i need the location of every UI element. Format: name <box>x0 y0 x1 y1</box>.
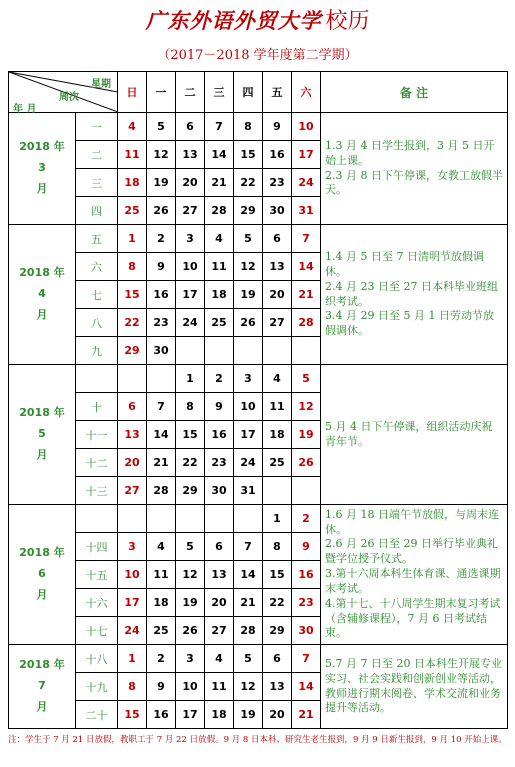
week-number-cell: 十六 <box>76 589 118 617</box>
day-cell: 12 <box>234 253 263 281</box>
month-cell <box>9 505 76 645</box>
day-cell: 18 <box>205 281 234 309</box>
day-cell: 18 <box>147 589 176 617</box>
day-cell: 11 <box>118 141 147 169</box>
week-row <box>9 113 508 141</box>
day-cell: 27 <box>263 309 292 337</box>
day-cell: 31 <box>292 197 321 225</box>
day-header-sat: 六 <box>292 72 321 113</box>
day-cell <box>118 365 147 393</box>
day-cell <box>147 365 176 393</box>
month-year: 2018 年 <box>19 406 65 420</box>
day-cell: 10 <box>234 393 263 421</box>
day-cell: 18 <box>263 421 292 449</box>
day-cell: 12 <box>234 673 263 701</box>
note-item: 5.7 月 7 日至 20 日本科生开展专业实习、社会实践和创新创业等活动，教师进行期末阅卷、学术交流和业务提升等活动。 <box>325 656 502 715</box>
month-cell <box>9 113 76 225</box>
day-cell: 28 <box>234 617 263 645</box>
day-cell: 13 <box>263 673 292 701</box>
week-row <box>9 365 508 393</box>
week-number-cell <box>76 505 118 533</box>
day-cell: 16 <box>147 281 176 309</box>
day-cell: 19 <box>147 169 176 197</box>
month-unit: 月 <box>36 181 48 195</box>
day-cell <box>147 505 176 533</box>
day-cell: 14 <box>147 421 176 449</box>
note-item: 2.4 月 23 日至 27 日本科毕业班组织考试。 <box>325 279 498 308</box>
day-cell: 19 <box>176 589 205 617</box>
month-cell <box>9 365 76 505</box>
day-cell <box>176 337 205 365</box>
day-cell: 23 <box>263 169 292 197</box>
day-cell: 27 <box>176 197 205 225</box>
day-cell: 8 <box>118 253 147 281</box>
week-number-cell: 五 <box>76 225 118 253</box>
day-cell: 8 <box>234 113 263 141</box>
day-cell: 7 <box>205 113 234 141</box>
day-cell: 6 <box>263 645 292 673</box>
week-number-cell: 二 <box>76 141 118 169</box>
university-name: 广东外语外贸大学 <box>145 8 322 33</box>
day-cell: 8 <box>176 393 205 421</box>
note-item: 3.4 月 29 日至 5 月 1 日劳动节放假调休。 <box>325 309 494 338</box>
day-cell: 27 <box>118 477 147 505</box>
day-cell: 22 <box>176 449 205 477</box>
day-cell: 9 <box>147 253 176 281</box>
term-subtitle: （2017－2018 学年度第二学期） <box>157 48 358 63</box>
day-cell: 21 <box>292 281 321 309</box>
month-year: 2018 年 <box>19 140 65 154</box>
week-number-cell: 九 <box>76 337 118 365</box>
day-cell: 24 <box>176 309 205 337</box>
day-cell: 4 <box>147 533 176 561</box>
day-cell: 17 <box>118 589 147 617</box>
day-cell: 17 <box>292 141 321 169</box>
day-cell: 12 <box>147 141 176 169</box>
day-cell: 11 <box>263 393 292 421</box>
week-label: 周次 <box>59 92 79 103</box>
day-cell: 26 <box>147 197 176 225</box>
day-header-thu: 四 <box>234 72 263 113</box>
day-cell: 1 <box>176 365 205 393</box>
day-cell: 9 <box>292 533 321 561</box>
day-cell: 3 <box>176 225 205 253</box>
day-header-wed: 三 <box>205 72 234 113</box>
day-cell: 25 <box>263 449 292 477</box>
week-number-cell: 八 <box>76 309 118 337</box>
week-number-cell <box>76 365 118 393</box>
day-cell <box>234 337 263 365</box>
day-cell: 29 <box>234 197 263 225</box>
week-number-cell: 四 <box>76 197 118 225</box>
month-year: 2018 年 <box>19 658 65 672</box>
day-cell: 4 <box>263 365 292 393</box>
day-header-fri: 五 <box>263 72 292 113</box>
day-cell: 18 <box>205 701 234 729</box>
day-cell: 14 <box>234 561 263 589</box>
day-cell: 15 <box>234 141 263 169</box>
week-row <box>9 225 508 253</box>
week-number-cell: 十一 <box>76 421 118 449</box>
notes-cell <box>321 225 508 365</box>
week-number-cell: 三 <box>76 169 118 197</box>
day-cell: 14 <box>205 141 234 169</box>
day-cell: 22 <box>263 589 292 617</box>
day-cell: 23 <box>292 589 321 617</box>
day-cell: 28 <box>205 197 234 225</box>
day-cell: 25 <box>118 197 147 225</box>
day-cell: 18 <box>118 169 147 197</box>
corner-header-cell <box>9 72 118 113</box>
day-cell: 11 <box>205 673 234 701</box>
day-header-tue: 二 <box>176 72 205 113</box>
month-month: 6 <box>38 567 46 581</box>
day-cell: 5 <box>292 365 321 393</box>
day-cell: 9 <box>147 673 176 701</box>
calendar-label: 校历 <box>325 9 370 34</box>
day-cell: 14 <box>292 673 321 701</box>
month-cell <box>9 645 76 729</box>
month-month: 3 <box>38 161 46 175</box>
day-cell: 25 <box>147 617 176 645</box>
day-cell: 3 <box>118 533 147 561</box>
day-cell: 31 <box>234 477 263 505</box>
weekday-label: 星期 <box>91 79 111 90</box>
day-cell: 7 <box>292 225 321 253</box>
day-cell: 20 <box>118 449 147 477</box>
day-cell: 30 <box>147 337 176 365</box>
week-number-cell: 一 <box>76 113 118 141</box>
day-cell: 5 <box>176 533 205 561</box>
day-cell: 30 <box>205 477 234 505</box>
week-number-cell: 十三 <box>76 477 118 505</box>
month-month: 4 <box>38 287 46 301</box>
day-cell <box>176 505 205 533</box>
day-cell: 17 <box>176 281 205 309</box>
day-cell: 21 <box>147 449 176 477</box>
day-cell: 17 <box>234 421 263 449</box>
note-item: 1.3 月 4 日学生报到，3 月 5 日开始上课。 <box>325 138 495 167</box>
day-cell: 10 <box>176 673 205 701</box>
month-unit: 月 <box>36 587 48 601</box>
day-header-mon: 一 <box>147 72 176 113</box>
document-title <box>0 4 515 40</box>
note-item: 4.第十七、十八周学生期末复习考试（含辅修课程），7 月 6 日考试结束。 <box>325 596 501 640</box>
day-cell: 6 <box>176 113 205 141</box>
notes-cell <box>321 645 508 729</box>
day-cell: 7 <box>292 645 321 673</box>
day-cell: 24 <box>292 169 321 197</box>
day-cell: 13 <box>263 253 292 281</box>
week-number-cell: 七 <box>76 281 118 309</box>
week-number-cell: 十五 <box>76 561 118 589</box>
day-cell: 26 <box>234 309 263 337</box>
day-cell: 9 <box>263 113 292 141</box>
day-cell <box>292 337 321 365</box>
day-cell: 10 <box>118 561 147 589</box>
day-cell: 12 <box>292 393 321 421</box>
calendar-table <box>8 71 508 729</box>
day-cell: 16 <box>147 701 176 729</box>
day-cell: 11 <box>147 561 176 589</box>
day-cell: 13 <box>205 561 234 589</box>
day-cell: 19 <box>234 281 263 309</box>
note-item: 3.第十六周本科生体育课、通选课期末考试。 <box>325 567 501 595</box>
day-cell: 21 <box>234 589 263 617</box>
month-year: 2018 年 <box>19 546 65 560</box>
day-cell: 23 <box>147 309 176 337</box>
day-cell: 6 <box>205 533 234 561</box>
day-cell: 13 <box>118 421 147 449</box>
day-cell: 26 <box>176 617 205 645</box>
week-number-cell: 十七 <box>76 617 118 645</box>
week-number-cell: 十八 <box>76 645 118 673</box>
day-cell: 9 <box>205 393 234 421</box>
day-header-sun: 日 <box>118 72 147 113</box>
notes-header: 备 注 <box>321 72 508 113</box>
note-item: 1.6 月 18 日端午节放假，与周末连休。 <box>325 507 499 536</box>
day-cell: 16 <box>263 141 292 169</box>
day-cell: 15 <box>118 281 147 309</box>
day-cell: 22 <box>234 169 263 197</box>
day-cell: 24 <box>118 617 147 645</box>
day-cell: 15 <box>263 561 292 589</box>
week-row <box>9 505 508 533</box>
day-cell: 1 <box>118 225 147 253</box>
month-year: 2018 年 <box>19 266 65 280</box>
day-cell: 7 <box>234 533 263 561</box>
day-cell <box>118 505 147 533</box>
day-cell: 16 <box>292 561 321 589</box>
day-cell: 22 <box>118 309 147 337</box>
day-cell: 11 <box>205 253 234 281</box>
month-unit: 月 <box>36 307 48 321</box>
day-cell: 4 <box>118 113 147 141</box>
day-cell: 2 <box>147 225 176 253</box>
day-cell: 6 <box>263 225 292 253</box>
week-number-cell: 十二 <box>76 449 118 477</box>
month-cell <box>9 225 76 365</box>
note-item: 1.4 月 5 日至 7 日清明节放假调休。 <box>325 249 484 278</box>
day-cell: 19 <box>234 701 263 729</box>
day-cell: 24 <box>234 449 263 477</box>
header-row <box>9 72 508 113</box>
day-cell: 7 <box>147 393 176 421</box>
day-cell: 5 <box>234 645 263 673</box>
day-cell: 10 <box>292 113 321 141</box>
day-cell: 21 <box>292 701 321 729</box>
day-cell: 28 <box>292 309 321 337</box>
day-cell: 2 <box>292 505 321 533</box>
month-month: 7 <box>38 679 46 693</box>
notes-cell <box>321 113 508 225</box>
day-cell: 3 <box>176 645 205 673</box>
day-cell: 2 <box>147 645 176 673</box>
note-item: 2.3 月 8 日下午停课，女教工放假半天。 <box>325 168 503 197</box>
day-cell <box>263 337 292 365</box>
day-cell <box>205 505 234 533</box>
day-cell: 8 <box>263 533 292 561</box>
day-cell: 12 <box>176 561 205 589</box>
notes-cell <box>321 505 508 645</box>
day-cell: 4 <box>205 225 234 253</box>
day-cell: 10 <box>176 253 205 281</box>
day-cell: 8 <box>118 673 147 701</box>
day-cell: 29 <box>263 617 292 645</box>
week-number-cell: 十九 <box>76 673 118 701</box>
footer-note: 注：学生于 7 月 21 日放假，教职工于 7 月 22 日放假。9 月 8 日本科、研究生老生报到，9 月 9 日新生报到，9 月 10 开始上课。 <box>8 735 507 745</box>
day-cell: 28 <box>147 477 176 505</box>
day-cell: 5 <box>147 113 176 141</box>
note-item: 5 月 4 日下午停课，组织活动庆祝青年节。 <box>325 419 493 448</box>
day-cell <box>205 337 234 365</box>
day-cell: 17 <box>176 701 205 729</box>
day-cell: 4 <box>205 645 234 673</box>
day-cell: 16 <box>205 421 234 449</box>
yearmonth-label: 年 月 <box>13 104 37 115</box>
day-cell: 20 <box>263 281 292 309</box>
day-cell: 6 <box>118 393 147 421</box>
day-cell: 30 <box>263 197 292 225</box>
day-cell: 25 <box>205 309 234 337</box>
month-unit: 月 <box>36 447 48 461</box>
day-cell: 1 <box>118 645 147 673</box>
day-cell: 14 <box>292 253 321 281</box>
month-month: 5 <box>38 427 46 441</box>
day-cell: 15 <box>176 421 205 449</box>
day-cell: 1 <box>263 505 292 533</box>
week-row <box>9 645 508 673</box>
day-cell: 29 <box>176 477 205 505</box>
day-cell: 15 <box>118 701 147 729</box>
note-item: 2.6 月 26 日至 29 日举行毕业典礼暨学位授予仪式。 <box>325 537 498 566</box>
day-cell: 29 <box>118 337 147 365</box>
day-cell: 21 <box>205 169 234 197</box>
day-cell: 23 <box>205 449 234 477</box>
day-cell: 3 <box>234 365 263 393</box>
day-cell: 20 <box>176 169 205 197</box>
day-cell: 27 <box>205 617 234 645</box>
day-cell: 13 <box>176 141 205 169</box>
day-cell: 30 <box>292 617 321 645</box>
week-number-cell: 十四 <box>76 533 118 561</box>
day-cell: 20 <box>205 589 234 617</box>
week-number-cell: 六 <box>76 253 118 281</box>
day-cell <box>292 477 321 505</box>
notes-cell <box>321 365 508 505</box>
week-number-cell: 十 <box>76 393 118 421</box>
month-unit: 月 <box>36 699 48 713</box>
week-number-cell: 二十 <box>76 701 118 729</box>
day-cell: 26 <box>292 449 321 477</box>
day-cell: 19 <box>292 421 321 449</box>
day-cell: 20 <box>263 701 292 729</box>
day-cell: 2 <box>205 365 234 393</box>
day-cell <box>263 477 292 505</box>
day-cell <box>234 505 263 533</box>
day-cell: 5 <box>234 225 263 253</box>
